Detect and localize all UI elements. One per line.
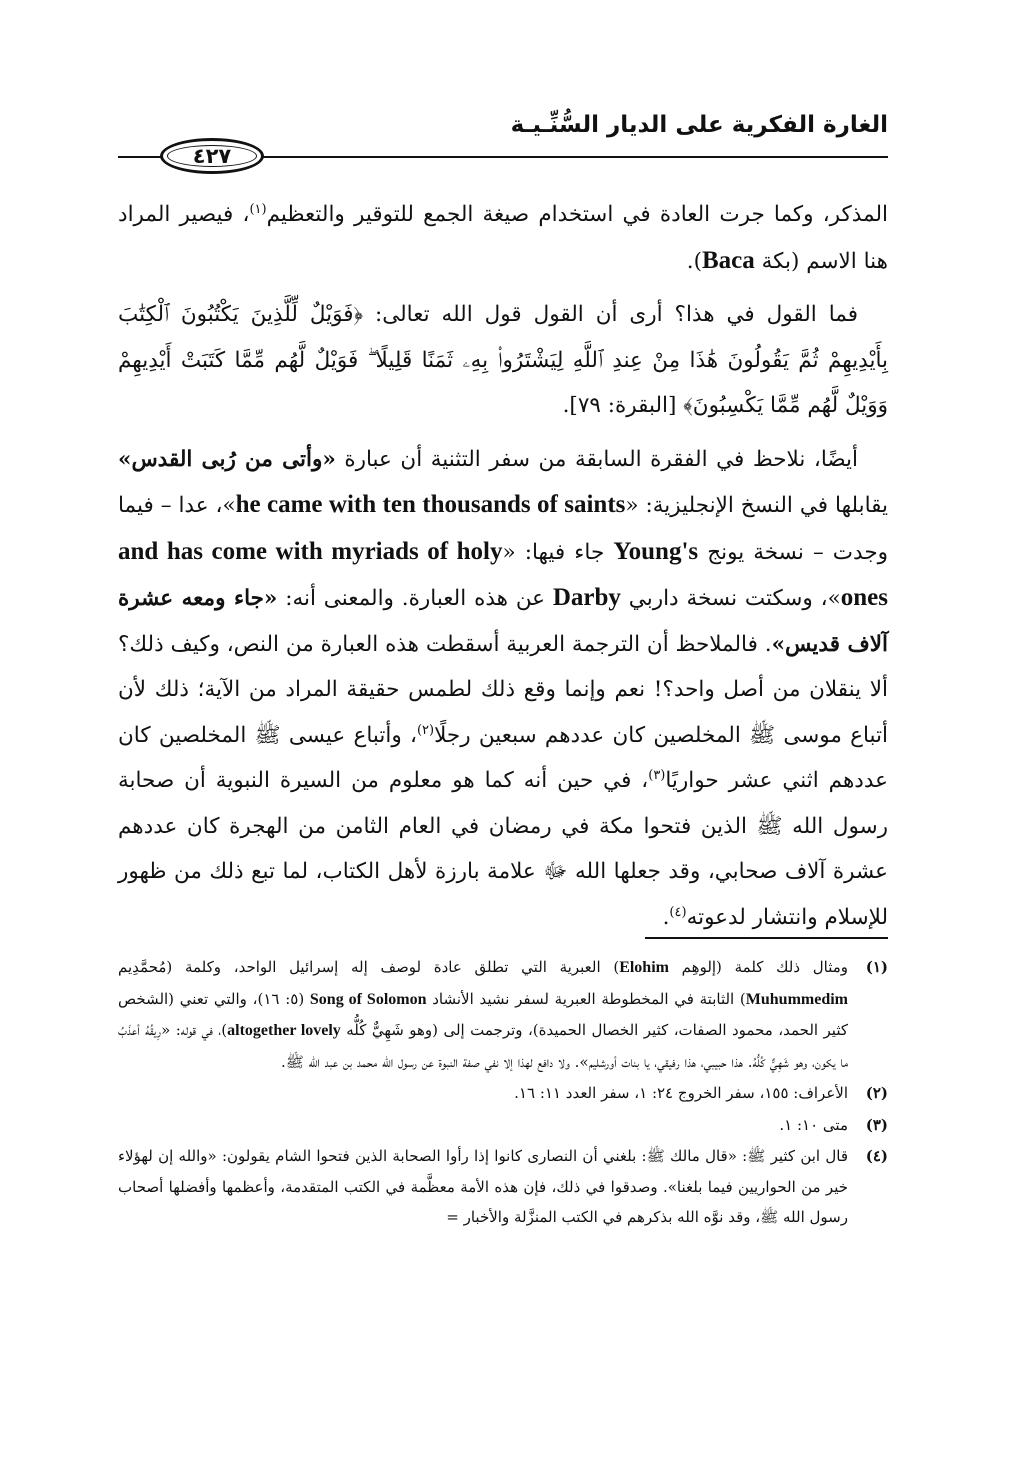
quran-verse: ﴿فَوَيْلٌ لِّلَّذِينَ يَكْتُبُونَ ٱلْكِتَٰبَ بِأَيْدِيهِمْ ثُمَّ يَقُولُونَ هَٰذَا مِنْ عِندِ ٱللَّهِ لِيَشْتَرُوا۟ بِهِۦ ثَمَنًا قَلِيلًا ۖ فَوَيْلٌ لَّهُم مِّمَّا كَتَبَتْ أَيْدِيهِمْ وَوَيْلٌ لَّهُم مِّمَّا يَكْسِبُونَ﴾ xyxy=(118,302,888,418)
footnote-text: متى ١٠: ١. xyxy=(779,1115,848,1134)
page-number: ٤٢٧ xyxy=(192,144,232,168)
page-number-badge-inner-ring xyxy=(167,145,257,167)
text-run: »، عدا – فيما وجدت – نسخة يونج xyxy=(118,493,889,565)
text-run: ) العبرية التي تطلق عادة لوصف إله إسرائيل الواحد، وكلمة (مُحمَّدِيم xyxy=(118,958,620,976)
footnote-ref-3[interactable]: (٣) xyxy=(648,767,666,783)
footnote-separator xyxy=(645,937,888,939)
footnote-text: الأعراف: ١٥٥، سفر الخروج ٢٤: ١، سفر العدد ١١: ١٦. xyxy=(514,1084,848,1102)
footnote-number: (٤) xyxy=(865,1147,888,1165)
footnote-4 xyxy=(118,1141,888,1233)
text-run: »، وسكتت نسخة داربي xyxy=(620,586,841,611)
text-run: ). xyxy=(686,248,702,274)
footnote-text: قال ابن كثير ﷺ: «قال مالك ﷺ: بلغني أن النصارى كانوا إذا رأوا الصحابة الذين فتحوا الشام يقولون: «والله إن لهؤلاء خير من الحواريين فيما بلغنا». وصدقوا في ذلك، فإن هذه الأمة معظَّمة في الكتب المتقدمة، وأعظمها وأفضلها أصحاب رسول الله ﷺ، وقد نوَّه الله بذكرهم في الكتب المنزَّلة والأخبار = xyxy=(118,1147,848,1226)
paragraph-3 xyxy=(118,437,888,941)
latin-term: Elohim xyxy=(619,959,669,976)
text-run: ، في حين أنه كما هو معلوم من السيرة النبوية أن صحابة رسول الله ﷺ الذين فتحوا مكة في رمضان في العام الثامن من الهجرة كان عددهم عشرة آلاف صحابي، وقد جعلها الله ﷻ علامة بارزة لأهل الكتاب، لما تبع ذلك من ظهور للإسلام وانتشار لدعوته xyxy=(118,768,888,930)
text-run: ، وأتباع عيسى ﷺ المخلصين كان عددهم اثني عشر حواريًا xyxy=(118,722,888,793)
bold-quote: «جاء ومعه عشرة آلاف قديس» xyxy=(118,586,889,657)
text-run: ) الثابتة في المخطوطة العبرية لسفر نشيد الأنشاد xyxy=(426,989,746,1008)
footnote-number: (١) xyxy=(865,958,888,976)
text-run: (٥: ١٦)، والتي تعني (الشخص كثير الحمد، محمود الصفات، كثير الخصال الحميدة)، وترجمت إلى (وهو شَهِيٌّ كُلُّه xyxy=(118,989,848,1039)
text-run: المذكر، وكما جرت العادة في استخدام صيغة الجمع للتوقير والتعظيم xyxy=(266,202,888,227)
latin-term: and has come with myriads of holy ones xyxy=(118,537,888,611)
footnotes xyxy=(118,952,888,1234)
text-run: يقابلها في النسخ الإنجليزية: « xyxy=(625,493,888,518)
paragraph-1 xyxy=(118,192,888,284)
footnote-1 xyxy=(118,952,888,1077)
footnote-2 xyxy=(118,1078,888,1109)
latin-term: Young's xyxy=(613,537,699,565)
bold-quote: «وأتى من رُبى القدس» xyxy=(118,446,336,472)
latin-term: altogether lovely xyxy=(227,1022,341,1039)
paragraph-2 xyxy=(118,292,888,429)
footnote-number: (٢) xyxy=(865,1084,888,1102)
footnote-text xyxy=(118,952,848,1077)
text-run: عن هذه العبارة. والمعنى أنه: xyxy=(277,586,553,611)
latin-term: he came with ten thousands of saints xyxy=(235,491,626,518)
footnote-ref-2[interactable]: (٢) xyxy=(416,722,435,738)
main-text xyxy=(118,192,888,948)
footnote-number: (٣) xyxy=(865,1115,888,1134)
footnote-ref-1[interactable]: (١) xyxy=(249,201,267,217)
verse-reference: [البقرة: ٧٩]. xyxy=(562,393,684,418)
text-run: . xyxy=(662,904,670,930)
page-number-badge xyxy=(160,138,264,174)
latin-term: Baca xyxy=(702,246,755,274)
footnote-ref-4[interactable]: (٤) xyxy=(669,904,687,920)
text-run: ومثال ذلك كلمة (إلوهِم xyxy=(668,958,848,976)
latin-term: Song of Solomon xyxy=(309,990,427,1008)
latin-term: Muhummedim xyxy=(745,990,849,1008)
text-run: أيضًا، نلاحظ في الفقرة السابقة من سفر التثنية أن عبارة xyxy=(335,446,858,472)
running-header-title: الغارة الفكرية على الديار السُّنِّـيـة xyxy=(510,112,888,138)
footnote-3 xyxy=(118,1110,888,1141)
text-run: جاء فيها: « xyxy=(502,539,614,565)
text-run: )، في قوله: «رِيقُهُ أعذَبُ ما يكون، وهو شَهِيٌّ كُلُّهُ. هذا حبيبي، هذا رفيقي، يا بنات أورشليم». ولا دافع لهذا إلا نفي صفة النبوة عن رسول الله محمد بن عبد الله ﷺ. xyxy=(118,1021,848,1071)
text-run: . فالملاحظ أن الترجمة العربية أسقطت هذه العبارة من النص، وكيف ذلك؟ ألا ينقلان من أصل واحد؟! نعم وإنما وقع ذلك لطمس حقيقة المراد من الآية؛ ذلك لأن أتباع موسى ﷺ المخلصين كان عددهم سبعين رجلًا xyxy=(118,631,888,748)
text-run: ، فيصير المراد هنا الاسم (بكة xyxy=(118,202,888,274)
text-run: فما القول في هذا؟ أرى أن القول قول الله تعالى: xyxy=(363,302,858,327)
latin-term: Darby xyxy=(552,584,621,611)
